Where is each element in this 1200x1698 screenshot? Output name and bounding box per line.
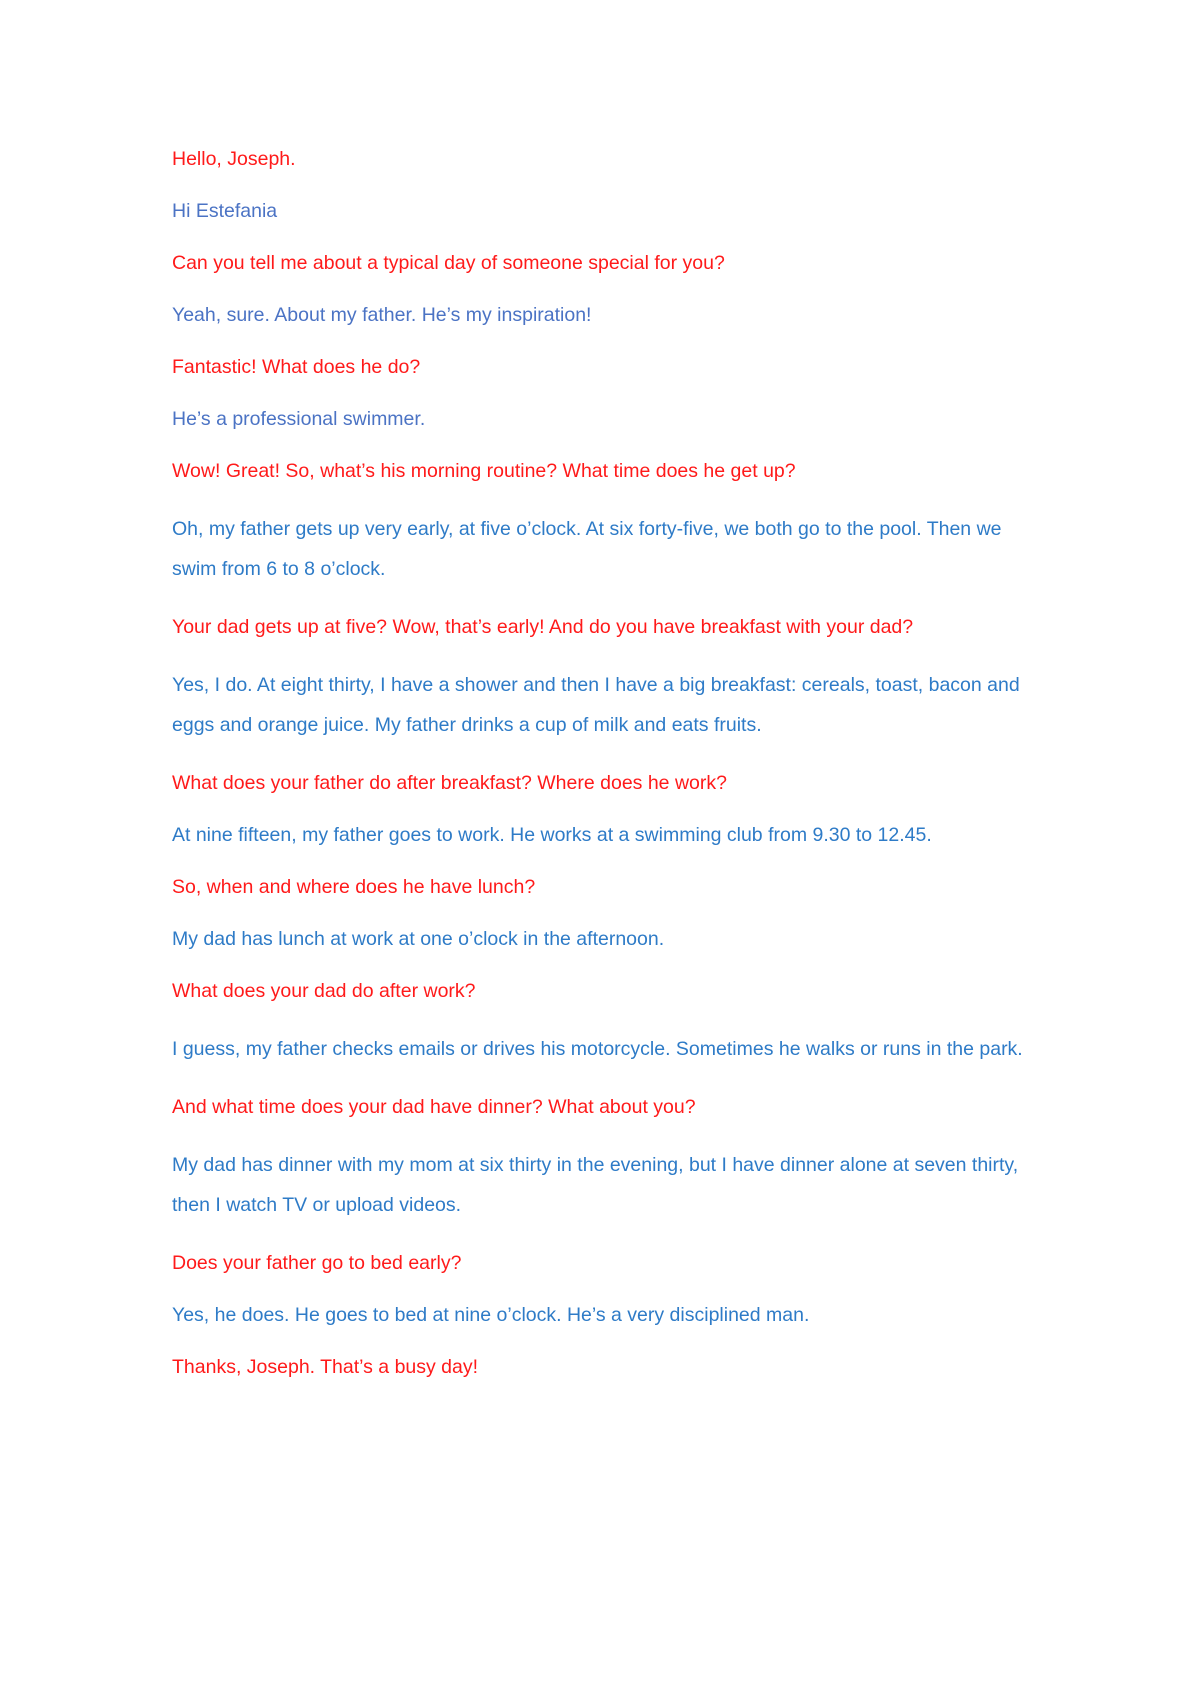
interviewer-line: Fantastic! What does he do? [172, 356, 421, 378]
interviewer-line: Hello, Joseph. [172, 148, 296, 170]
respondent-line: Yeah, sure. About my father. He’s my inspiration! [172, 304, 592, 326]
interviewer-line: What does your father do after breakfast? Where does he work? [172, 772, 727, 794]
respondent-line: Oh, my father gets up very early, at five o’clock. At six forty-five, we both go to the pool. Then we swim from 6 to 8 o’clock. [172, 518, 1002, 580]
interviewer-line: And what time does your dad have dinner? What about you? [172, 1096, 696, 1118]
respondent-line: Yes, he does. He goes to bed at nine o’clock. He’s a very disciplined man. [172, 1304, 810, 1326]
interviewer-line: Wow! Great! So, what’s his morning routine? What time does he get up? [172, 460, 796, 482]
interviewer-line: Thanks, Joseph. That’s a busy day! [172, 1356, 479, 1378]
interviewer-line: Can you tell me about a typical day of someone special for you? [172, 252, 725, 274]
respondent-line: My dad has dinner with my mom at six thirty in the evening, but I have dinner alone at seven thirty, then I watch TV or upload videos. [172, 1154, 1019, 1216]
interviewer-line: Your dad gets up at five? Wow, that’s early! And do you have breakfast with your dad? [172, 616, 914, 638]
interviewer-line: So, when and where does he have lunch? [172, 876, 536, 898]
interviewer-line: What does your dad do after work? [172, 980, 476, 1002]
respondent-line: My dad has lunch at work at one o’clock in the afternoon. [172, 928, 665, 950]
respondent-line: I guess, my father checks emails or drives his motorcycle. Sometimes he walks or runs in the park. [172, 1038, 1023, 1060]
respondent-line: He’s a professional swimmer. [172, 408, 426, 430]
respondent-line: Hi Estefania [172, 200, 278, 222]
respondent-line: At nine fifteen, my father goes to work. He works at a swimming club from 9.30 to 12.45. [172, 824, 932, 846]
interviewer-line: Does your father go to bed early? [172, 1252, 462, 1274]
dialogue [172, 145, 1032, 1405]
respondent-line: Yes, I do. At eight thirty, I have a shower and then I have a big breakfast: cereals, toast, bacon and eggs and orange juice. My father drinks a cup of milk and eats fruits. [172, 674, 1020, 736]
